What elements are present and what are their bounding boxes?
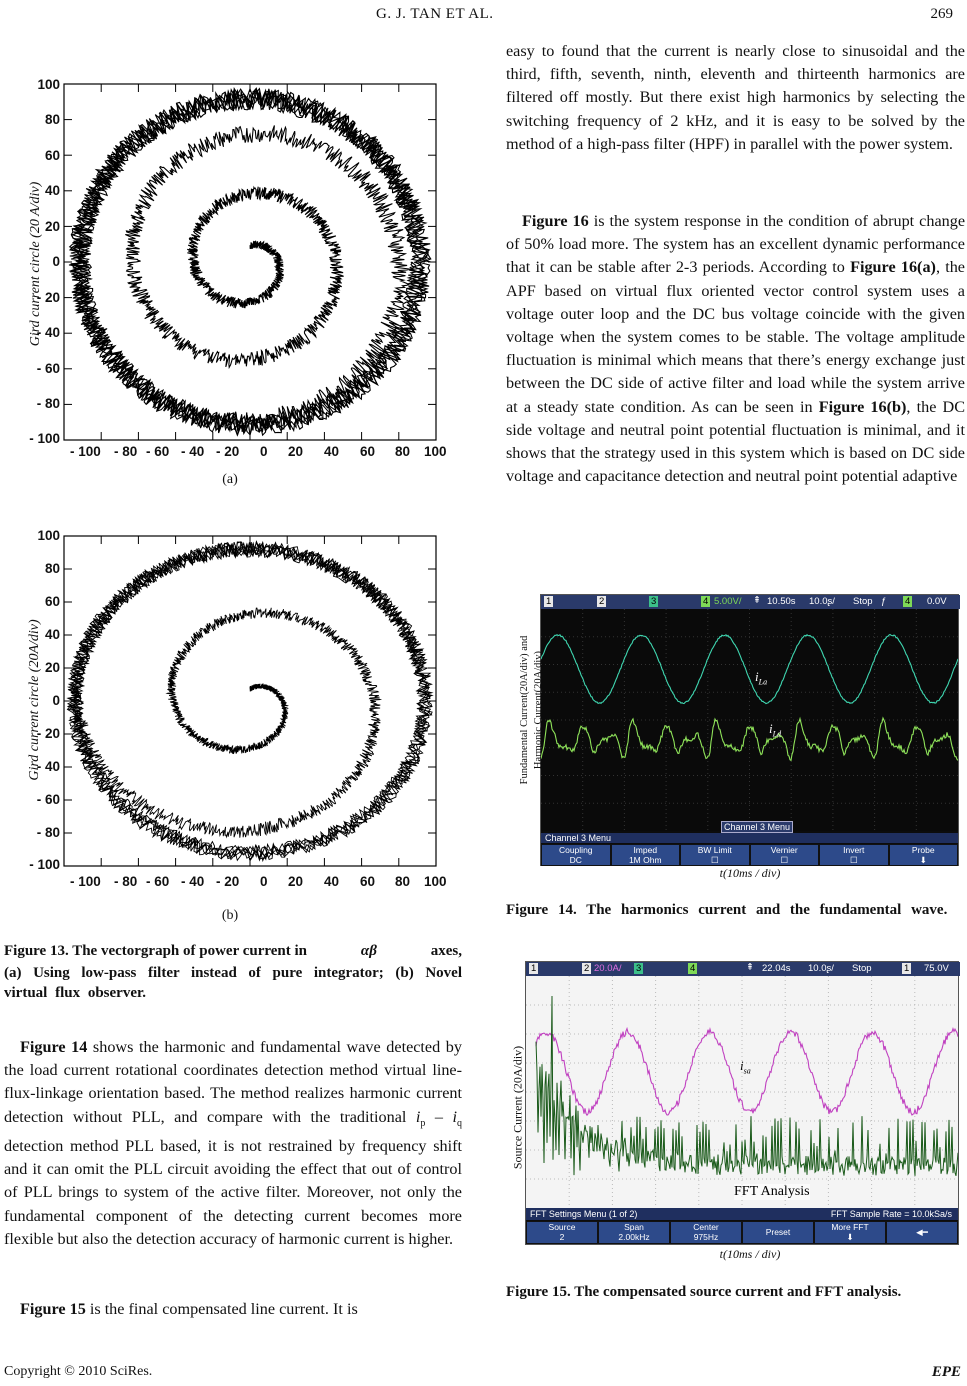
running-head-author: G. J. TAN ET AL.: [376, 6, 494, 22]
trigger-marker-icon: ⇞: [746, 962, 754, 973]
xtick: - 100: [70, 444, 101, 459]
xtick: 100: [424, 874, 447, 889]
xtick: 60: [360, 444, 376, 459]
trigger-level: 0.0V: [927, 596, 947, 607]
ytick: - 100: [29, 857, 60, 872]
ytick: - 60: [36, 792, 60, 807]
figure-14-xlabel: t(10ms / div): [719, 866, 781, 880]
trigger-channel: 4: [905, 596, 911, 607]
journal-footer: EPE: [931, 1364, 961, 1380]
ref-figure-16[interactable]: Figure 16: [522, 212, 589, 230]
label-ila: [755, 669, 767, 687]
ytick: 20: [44, 219, 60, 234]
softkey-top: Coupling: [558, 845, 593, 855]
xtick: - 40: [181, 444, 205, 459]
scope-topbar: [541, 595, 960, 609]
figure-15-caption: Figure 15. The compensated source current and FFT analysis.: [506, 1284, 902, 1300]
scope-vscale: 20.0A/: [594, 963, 622, 974]
scope-topbar: [526, 962, 960, 976]
scope-menu-bar: [526, 1208, 958, 1220]
ytick: 20: [44, 660, 60, 675]
ytick: 0: [52, 254, 60, 269]
trigger-marker-icon: ⇞: [753, 595, 761, 606]
paragraph-text: is the system response in the condition of abrupt change of 50% load more. The system has an excellent dynamic performance that it can be stable after 2-3 periods. According to: [506, 212, 966, 277]
figure-15-ylabel: Source Current (20A/div): [510, 1045, 525, 1170]
scope-run-state: Stop: [852, 963, 872, 974]
left-paragraph-1: [4, 1036, 462, 1251]
xtick: - 20: [216, 444, 240, 459]
ytick: 80: [44, 561, 60, 576]
xtick: 80: [395, 874, 411, 889]
softkey-top: Source: [548, 1222, 576, 1232]
softkey-bottom: 2.00kHz: [618, 1232, 650, 1242]
softkey-preset[interactable]: [743, 1222, 813, 1243]
paragraph-text: , the APF based on virtual flux oriented vector control system uses a voltage outer loop and the DC bus voltage coincide with the given voltage when the system comes to be stable. The voltage amplitude fluctuation is minimal which means that there’s energy exchange just between the DC side of active filter and load while the system arrive at a steady state condition. As can be seen in: [506, 258, 965, 416]
ytick: 60: [44, 148, 60, 163]
menu-title: FFT Settings Menu (1 of 2): [530, 1209, 638, 1219]
label-ild: [769, 721, 781, 739]
left-paragraph-2: [4, 1298, 462, 1321]
ref-figure-16b[interactable]: Figure 16(b): [818, 397, 907, 416]
xtick: 20: [288, 874, 304, 889]
channel-menu-tab[interactable]: Channel 3 Menu: [721, 821, 793, 833]
ytick-labels-a: [24, 70, 64, 490]
ytick: - 80: [36, 825, 60, 840]
xtick: - 60: [146, 444, 170, 459]
figure-14-scope: [540, 594, 959, 866]
softkey-vernier[interactable]: [751, 845, 819, 865]
scope-timebase: 10.0ʂ/: [808, 963, 834, 974]
paragraph-text: , the DC side voltage and neutral point potential fluctuation is minimal, and it shows that the strategy used in this system which is based on DC side voltage and capacitance detection and neutral point potential adaptive: [506, 397, 966, 486]
scope-14-waveforms: [541, 609, 958, 831]
paragraph-text: easy to found that the current is nearly close to sinusoidal and the third, fifth, seventh, ninth, eleventh and thirteenth harmonics are filtered off mostly. But there exist high harmonics by selecting the switching frequency of 2 kHz, and it is easy to be solved by the method of a high-pass filter (HPF) in parallel with the power system.: [506, 42, 965, 153]
scope-softkeys: [541, 844, 958, 866]
figure-14-caption: Figure 14. The harmonics current and the fundamental wave.: [506, 902, 948, 918]
ytick: 60: [44, 594, 60, 609]
ytick: 100: [37, 528, 60, 543]
caption-13-part1: Figure 13. The vectorgraph of power current in: [4, 943, 308, 959]
paragraph-text: shows the harmonic and fundamental wave detected by the load current rotational coordinates detection method virtual line-flux-linkage orientation based. The method realizes harmonic current detection without PLL, and compare with the traditional: [4, 1038, 462, 1126]
xtick: 40: [324, 444, 340, 459]
page-number: 269: [930, 6, 953, 22]
scope-time: 10.50s: [767, 596, 796, 607]
softkey-bottom: ☐: [780, 855, 789, 865]
math-iq: – i: [425, 1107, 458, 1126]
ylabel-b: Gird current circle (20A/div): [27, 619, 42, 781]
softkey-source[interactable]: [527, 1222, 597, 1243]
copyright-footer: Copyright © 2010 SciRes.: [4, 1364, 153, 1379]
softkey-invert[interactable]: [820, 845, 888, 865]
softkey-span[interactable]: [599, 1222, 669, 1243]
ylabel-line1: Fundamental Current(20A/div) and: [519, 635, 530, 785]
softkey-probe[interactable]: [890, 845, 958, 865]
xtick: 0: [260, 444, 268, 459]
ref-figure-14[interactable]: Figure 14: [20, 1038, 88, 1056]
math-ip: i: [415, 1107, 421, 1126]
label-isa-main: i: [740, 1058, 744, 1073]
ytick: 100: [37, 77, 60, 92]
channel-2-indicator[interactable]: 2: [584, 963, 590, 974]
label-ila-sub: La: [758, 677, 768, 687]
ytick: - 100: [29, 431, 60, 446]
xtick: 40: [324, 874, 340, 889]
ytick: - 20: [36, 290, 60, 305]
softkey-top: Probe: [911, 845, 935, 855]
ytick: 80: [44, 112, 60, 127]
math-sub-p: p: [420, 1117, 426, 1129]
right-paragraph-2: [506, 210, 965, 488]
label-isa-sub: sa: [743, 1066, 751, 1076]
xtick: - 80: [114, 874, 138, 889]
ytick-labels-b: [24, 522, 64, 902]
softkey-bottom: ⬇: [846, 1232, 854, 1242]
figure-13b: [10, 522, 450, 902]
ref-figure-15[interactable]: Figure 15: [20, 1300, 86, 1318]
vector-plot-a: [10, 70, 450, 490]
caption-13-symbol: αβ: [360, 943, 377, 959]
label-ild-sub: Ld: [772, 729, 782, 739]
softkey-top: BW Limit: [697, 845, 732, 855]
scope-menu-bar: [541, 833, 958, 843]
xtick-labels-a: [10, 444, 450, 464]
ytick: 40: [44, 183, 60, 198]
ylabel-a: Gird current circle (20 A/div): [28, 181, 43, 347]
xtick-labels-b: [10, 874, 450, 894]
softkey-bw-limit[interactable]: [681, 845, 749, 865]
channel-4-indicator[interactable]: 4: [703, 596, 709, 607]
softkey-coupling[interactable]: [542, 845, 610, 865]
channel-1-indicator[interactable]: 1: [546, 596, 552, 607]
xtick: 20: [288, 444, 304, 459]
figure-13-caption: [4, 941, 462, 1003]
ytick: 0: [52, 693, 60, 708]
xtick: 0: [260, 874, 268, 889]
paragraph-text: detection method PLL based, it is not restrained by frequency shift and it can omit the PLL circuit avoiding the effect that out of control of PLL brings to system of the active filter. Moreover, not only the fundamental component of the detecting current becomes more flexible but also the detection accuracy of harmonic current is higher.: [4, 1137, 462, 1248]
caption-13-line2: (a) Using low-pass filter instead of pure integrator; (b) Novel virtual flux observer.: [4, 965, 462, 1001]
fft-analysis-label: FFT Analysis: [734, 1184, 810, 1199]
fft-spectrum-trace: [536, 996, 958, 1176]
figure-14-ylabel: [518, 590, 558, 830]
scope-15-waveforms: [526, 976, 958, 1208]
softkey-bottom: ☐: [849, 855, 858, 865]
ytick: - 80: [36, 396, 60, 411]
menu-title: Channel 3 Menu: [545, 833, 612, 843]
softkey-bottom: ⬇: [919, 855, 927, 865]
xtick: - 20: [216, 874, 240, 889]
menu-sample-rate: FFT Sample Rate = 10.0kSa/s: [830, 1209, 952, 1219]
math-sub-q: q: [457, 1117, 463, 1129]
figure-15-xlabel: t(10ms / div): [719, 1247, 781, 1261]
xtick: 100: [424, 444, 447, 459]
right-paragraph-1: [506, 40, 965, 156]
trigger-slope: ƒ: [881, 596, 887, 607]
softkey-impedance[interactable]: [612, 845, 680, 865]
channel-3-indicator[interactable]: 3: [651, 596, 657, 607]
back-arrow-icon: ◀━: [916, 1227, 928, 1237]
channel-1-indicator[interactable]: 1: [531, 963, 537, 974]
softkey-bottom: ☐: [710, 855, 719, 865]
scope-run-state: Stop: [853, 596, 873, 607]
softkey-top: Imped: [633, 845, 658, 855]
ytick: 40: [44, 627, 60, 642]
figure-13a-sublabel: (a): [222, 472, 238, 487]
scope-vscale: 5.00V/: [714, 596, 742, 607]
ytick: - 20: [36, 726, 60, 741]
channel-3-indicator[interactable]: 3: [636, 963, 642, 974]
paragraph-text: is the final compensated line current. It is: [85, 1300, 358, 1318]
label-ild-main: i: [769, 721, 773, 736]
softkey-bottom: 2: [559, 1232, 565, 1242]
trigger-level: 75.0V: [924, 963, 949, 974]
caption-13-part2: axes,: [430, 943, 462, 959]
ytick: - 40: [36, 759, 60, 774]
softkey-bottom: 1M Ohm: [628, 855, 662, 865]
scope-softkeys: [526, 1221, 958, 1244]
softkey-bottom: DC: [569, 855, 582, 865]
xtick: 60: [360, 874, 376, 889]
xtick: 80: [395, 444, 411, 459]
xtick: - 80: [114, 444, 138, 459]
xtick: - 40: [181, 874, 205, 889]
softkey-top: Center: [693, 1222, 719, 1232]
ytick: - 60: [36, 361, 60, 376]
xtick: - 100: [70, 874, 101, 889]
scope-time: 22.04s: [762, 963, 791, 974]
ylabel-line2: Harmonic Current(20A/div): [533, 650, 544, 770]
softkey-top: Preset: [765, 1227, 791, 1237]
figure-13a: [10, 70, 450, 490]
label-ila-main: i: [755, 669, 759, 684]
softkey-top: Span: [624, 1222, 644, 1232]
xtick: - 60: [146, 874, 170, 889]
softkey-top: More FFT: [831, 1222, 869, 1232]
trigger-channel: 1: [904, 963, 910, 974]
ytick: - 40: [36, 325, 60, 340]
softkey-top: Invert: [843, 845, 865, 855]
page-header: [0, 4, 967, 28]
label-isa: [740, 1058, 751, 1076]
softkey-center[interactable]: [671, 1222, 741, 1243]
ref-figure-16a[interactable]: Figure 16(a): [850, 258, 936, 277]
vector-plot-b: [10, 522, 450, 902]
softkey-more-fft[interactable]: [815, 1222, 885, 1243]
softkey-back[interactable]: [887, 1222, 957, 1243]
channel-2-indicator[interactable]: 2: [599, 596, 605, 607]
softkey-bottom: 975Hz: [693, 1232, 719, 1242]
figure-15-scope: [525, 961, 959, 1245]
scope-timebase: 10.0ʂ/: [809, 596, 835, 607]
channel-4-indicator[interactable]: 4: [690, 963, 696, 974]
softkey-top: Vernier: [770, 845, 798, 855]
figure-13b-sublabel: (b): [221, 908, 239, 923]
